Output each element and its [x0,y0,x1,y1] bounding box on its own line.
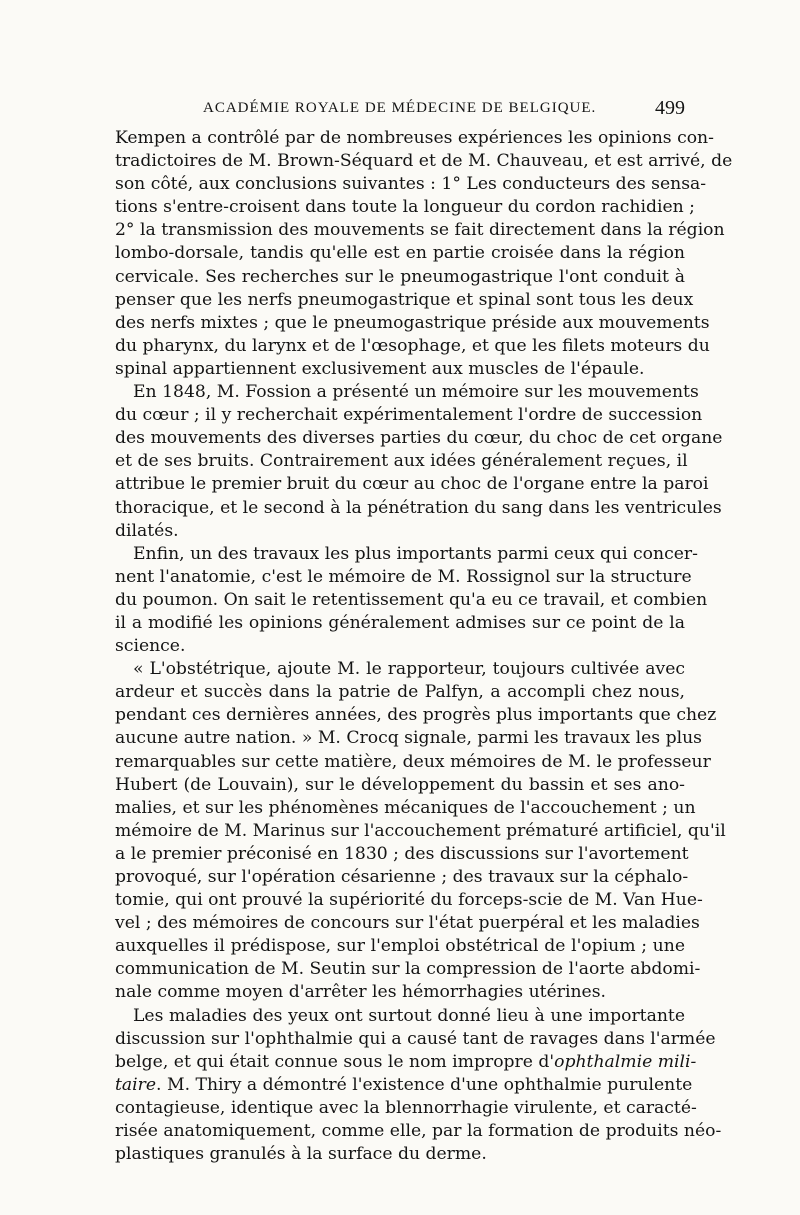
line-text: En 1848, M. Fossion a présenté un mémoire sur les mouvements [133,382,699,403]
text-line [115,520,685,543]
line-text: des nerfs mixtes ; que le pneumogastrique préside aux mouvements [115,312,710,333]
text-line [115,127,714,150]
line-text: remarquables sur cette matière, deux mémoires de M. le professeur [115,751,711,772]
line-text: discussion sur l'ophthalmie qui a causé tant de ravages dans l'armée [115,1028,716,1049]
line-text: du poumon. On sait le retentissement qu'a eu ce travail, et combien [115,589,708,610]
text-line [115,196,695,219]
line-text: attribue le premier bruit du cœur au choc de l'organe entre la paroi [115,474,709,495]
text-line [115,774,685,797]
line-text: vel ; des mémoires de concours sur l'état puerpéral et les maladies [115,913,700,934]
text-line [115,289,694,312]
text-line [115,635,685,658]
text-line [115,566,692,589]
text-line [115,404,703,427]
text-line [115,658,685,681]
line-text: contagieuse, identique avec la blennorrhagie virulente, et caracté- [115,1097,697,1118]
line-text: science. [115,636,186,657]
text-line [115,219,725,242]
running-title: ACADÉMIE ROYALE DE MÉDECINE DE BELGIQUE. [203,100,597,116]
body-text [115,127,733,1166]
text-line [115,497,722,520]
text-line [115,935,685,958]
text-line [115,150,733,173]
text-line [115,889,703,912]
line-text: penser que les nerfs pneumogastrique et spinal sont tous les deux [115,289,694,310]
line-text: son côté, aux conclusions suivantes : 1° Les conducteurs des sensa- [115,174,707,195]
line-text: plastiques granulés à la surface du derme. [115,1144,487,1165]
text-line [115,381,699,404]
line-text: cervicale. Ses recherches sur le pneumogastrique l'ont conduit à [115,266,685,287]
text-line [115,958,701,981]
line-text: spinal appartiennent exclusivement aux muscles de l'épaule. [115,358,645,379]
text-line [115,173,707,196]
running-head [115,97,685,121]
text-line [115,450,688,473]
text-line [115,266,685,289]
line-text: lombo-dorsale, tandis qu'elle est en partie croisée dans la région [115,243,685,264]
text-line [115,1143,685,1166]
text-line [115,820,726,843]
line-text: tions s'entre-croisent dans toute la longueur du cordon rachidien ; [115,197,695,218]
text-line [115,1120,722,1143]
line-text: ardeur et succès dans la patrie de Palfyn, a accompli chez nous, [115,682,685,703]
text-line [115,866,689,889]
line-text: Enfin, un des travaux les plus importants parmi ceux qui concer- [133,543,698,564]
line-text: Les maladies des yeux ont surtout donné lieu à une importante [133,1005,685,1026]
text-line [115,1028,716,1051]
text-line [115,1051,697,1074]
line-text: a le premier préconisé en 1830 ; des discussions sur l'avortement [115,843,689,864]
line-text: thoracique, et le second à la pénétration du sang dans les ventricules [115,497,722,518]
line-text: pendant ces dernières années, des progrès plus importants que chez [115,705,717,726]
line-text: 2° la transmission des mouvements se fait directement dans la région [115,220,725,241]
italic-text: ophthalmie mili- [554,1051,697,1072]
line-text: du pharynx, du larynx et de l'œsophage, et que les filets moteurs du [115,335,710,356]
page-number: 499 [655,97,685,119]
text-line [115,543,698,566]
line-text: il a modifié les opinions généralement admises sur ce point de la [115,612,685,633]
line-text: Hubert (de Louvain), sur le développement du bassin et ses ano- [115,774,685,795]
line-text: nale comme moyen d'arrêter les hémorrhagies utérines. [115,982,606,1003]
line-text: mémoire de M. Marinus sur l'accouchement prématuré artificiel, qu'il [115,820,726,841]
line-text: malies, et sur les phénomènes mécaniques de l'accouchement ; un [115,797,696,818]
text-line [115,335,710,358]
text-line [115,589,708,612]
text-line [115,843,689,866]
text-line [115,1097,697,1120]
italic-text: taire [115,1074,157,1095]
line-text: tradictoires de M. Brown-Séquard et de M. Chauveau, et est arrivé, de [115,151,733,172]
line-text: nent l'anatomie, c'est le mémoire de M. Rossignol sur la structure [115,566,692,587]
line-text: et de ses bruits. Contrairement aux idées généralement reçues, il [115,451,688,472]
line-text: belge, et qui était connue sous le nom impropre d' [115,1051,555,1072]
text-line [115,242,685,265]
line-text: aucune autre nation. » M. Crocq signale, parmi les travaux les plus [115,728,702,749]
text-line [115,751,711,774]
text-line [115,473,709,496]
line-text: Kempen a contrôlé par de nombreuses expériences les opinions con- [115,128,714,148]
text-line [115,981,685,1004]
text-line [115,704,717,727]
line-text: provoqué, sur l'opération césarienne ; des travaux sur la céphalo- [115,867,689,887]
line-text: tomie, qui ont prouvé la supériorité du forceps-scie de M. Van Hue- [115,890,703,911]
text-line [115,358,685,381]
text-line [115,312,710,335]
line-text: communication de M. Seutin sur la compression de l'aorte abdomi- [115,959,701,980]
line-text: du cœur ; il y recherchait expérimentalement l'ordre de succession [115,405,703,426]
line-text-continued: . M. Thiry a démontré l'existence d'une ophthalmie purulente [156,1074,693,1095]
text-line [115,797,696,820]
line-text: « L'obstétrique, ajoute M. le rapporteur, toujours cultivée avec [133,659,685,680]
text-line [115,1074,693,1097]
text-line [115,427,723,450]
text-line [115,681,685,704]
line-text: auxquelles il prédispose, sur l'emploi obstétrical de l'opium ; une [115,936,685,957]
text-line [115,912,700,935]
text-line [115,612,685,635]
line-text: dilatés. [115,520,179,541]
text-line [115,1005,685,1028]
text-line [115,727,702,750]
line-text: risée anatomiquement, comme elle, par la formation de produits néo- [115,1121,722,1142]
line-text: des mouvements des diverses parties du cœur, du choc de cet organe [115,428,723,449]
